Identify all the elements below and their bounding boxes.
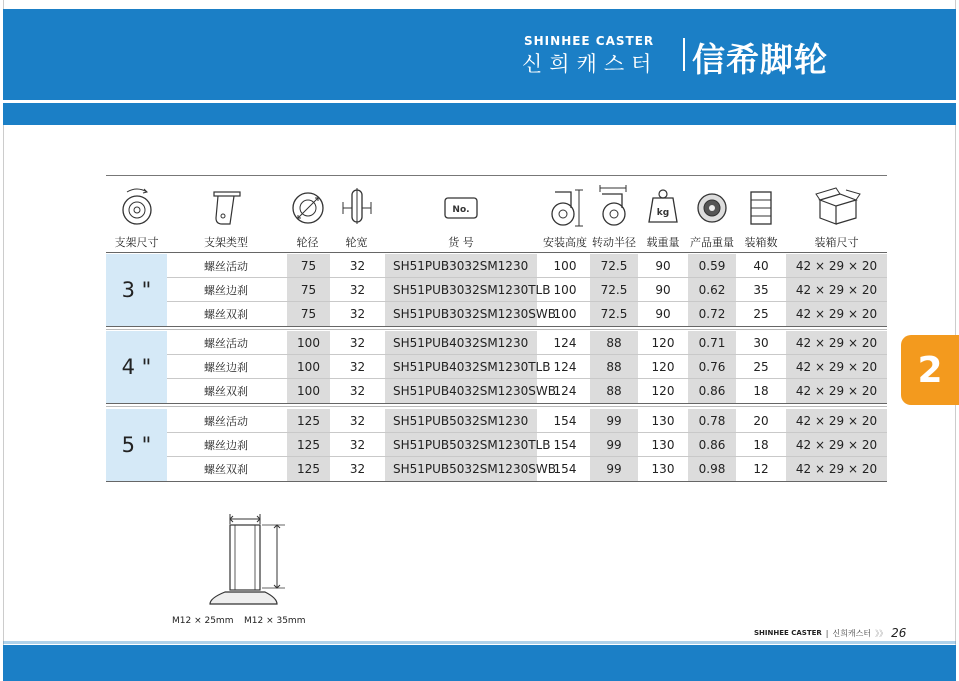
mounting-height-icon xyxy=(545,184,585,228)
wheel-diameter-cell: 100 xyxy=(287,379,330,403)
packing-quantity-cell: 18 xyxy=(753,438,769,452)
packing-quantity-cell: 40 xyxy=(753,259,769,273)
no-badge-text: No. xyxy=(452,205,470,215)
swivel-radius-cell: 72.5 xyxy=(590,302,638,326)
group-spacer-rule xyxy=(106,329,887,330)
bracket-type-cell: 螺丝边刹 xyxy=(204,361,248,374)
bracket-type-cell: 螺丝双刹 xyxy=(204,308,248,321)
item-number-cell: SH51PUB3032SM1230TLB xyxy=(385,278,537,302)
table-top-rule xyxy=(106,175,887,176)
bracket-type-cell: 螺丝边刹 xyxy=(204,439,248,452)
footer-arrows: 》》 xyxy=(875,628,888,638)
mounting-height-cell: 100 xyxy=(553,307,577,321)
wheel-width-cell: 32 xyxy=(349,307,366,321)
bracket-type-cell: 螺丝双刹 xyxy=(204,385,248,398)
col-label-size: 支架尺寸 xyxy=(114,236,159,249)
footer-brand-english: SHINHEE CASTER xyxy=(754,629,822,637)
page-footer xyxy=(754,626,906,640)
item-number-cell: SH51PUB4032SM1230TLB xyxy=(385,355,537,379)
swivel-radius-cell: 88 xyxy=(590,379,638,403)
swivel-radius-cell: 99 xyxy=(590,409,638,433)
wheel-diameter-cell: 75 xyxy=(287,302,330,326)
product-weight-icon xyxy=(692,184,732,228)
wheel-diameter-cell: 75 xyxy=(287,278,330,302)
chapter-tab: 2 xyxy=(901,335,959,405)
load-capacity-cell: 90 xyxy=(655,259,671,273)
item-number-icon xyxy=(441,184,481,228)
bracket-type-icon xyxy=(206,184,246,228)
swivel-radius-cell: 72.5 xyxy=(590,254,638,278)
load-capacity-cell: 90 xyxy=(655,283,671,297)
swivel-radius-cell: 99 xyxy=(590,433,638,457)
col-header-weight xyxy=(688,180,736,252)
carton-size-cell: 42 × 29 × 20 xyxy=(786,254,887,278)
col-label-radius: 转动半径 xyxy=(592,236,636,249)
carton-size-cell: 42 × 29 × 20 xyxy=(786,457,887,481)
load-capacity-cell: 130 xyxy=(651,462,675,476)
group-bottom-rule xyxy=(106,481,887,482)
carton-size-cell: 42 × 29 × 20 xyxy=(786,379,887,403)
col-label-carton: 装箱尺寸 xyxy=(814,236,859,249)
col-header-carton xyxy=(786,180,887,252)
load-capacity-cell: 90 xyxy=(655,307,671,321)
mounting-height-cell: 124 xyxy=(553,384,577,398)
wheel-diameter-cell: 125 xyxy=(287,433,330,457)
screw-stem-diagram-icon xyxy=(205,510,315,610)
wheel-width-icon xyxy=(337,184,377,228)
wheel-size-icon xyxy=(117,184,157,228)
brand-korean: 신희캐스터 xyxy=(522,52,659,76)
col-header-size xyxy=(106,180,167,252)
wheel-width-cell: 32 xyxy=(349,283,366,297)
table-header-rule xyxy=(106,252,887,253)
carton-size-icon xyxy=(812,184,862,228)
bracket-size-cell: 4 " xyxy=(106,331,167,403)
packing-quantity-cell: 35 xyxy=(753,283,769,297)
swivel-radius-cell: 88 xyxy=(590,355,638,379)
product-weight-cell: 0.86 xyxy=(688,379,736,403)
bracket-type-cell: 螺丝活动 xyxy=(204,260,248,273)
packing-quantity-cell: 25 xyxy=(753,360,769,374)
item-number-cell: SH51PUB5032SM1230SWB xyxy=(385,457,537,481)
item-number-cell: SH51PUB3032SM1230SWB xyxy=(385,302,537,326)
group-bottom-rule xyxy=(106,403,887,404)
mounting-height-cell: 154 xyxy=(553,414,577,428)
bracket-type-cell: 螺丝双刹 xyxy=(204,463,248,476)
mounting-height-cell: 124 xyxy=(553,336,577,350)
packing-quantity-cell: 18 xyxy=(753,384,769,398)
load-capacity-cell: 120 xyxy=(651,384,675,398)
col-label-diameter: 轮径 xyxy=(296,236,319,249)
group-spacer-rule xyxy=(106,406,887,407)
wheel-diameter-cell: 125 xyxy=(287,409,330,433)
packing-quantity-cell: 30 xyxy=(753,336,769,350)
brand-chinese: 信希脚轮 xyxy=(692,40,828,79)
load-capacity-cell: 130 xyxy=(651,414,675,428)
group-bottom-rule xyxy=(106,326,887,327)
col-header-qty xyxy=(736,180,786,252)
item-number-cell: SH51PUB5032SM1230TLB xyxy=(385,433,537,457)
mounting-height-cell: 154 xyxy=(553,462,577,476)
wheel-diameter-cell: 100 xyxy=(287,331,330,355)
carton-size-cell: 42 × 29 × 20 xyxy=(786,433,887,457)
wheel-width-cell: 32 xyxy=(349,360,366,374)
wheel-diameter-cell: 100 xyxy=(287,355,330,379)
col-header-load xyxy=(638,180,688,252)
mounting-height-cell: 154 xyxy=(553,438,577,452)
packing-quantity-cell: 25 xyxy=(753,307,769,321)
swivel-radius-icon xyxy=(594,184,634,228)
product-weight-cell: 0.59 xyxy=(688,254,736,278)
mounting-height-cell: 100 xyxy=(553,259,577,273)
item-number-cell: SH51PUB4032SM1230SWB xyxy=(385,379,537,403)
footer-brand-korean: 신희캐스터 xyxy=(832,628,872,638)
col-header-width xyxy=(330,180,383,252)
screw-label-35: M12 × 35mm xyxy=(244,616,306,626)
swivel-radius-cell: 72.5 xyxy=(590,278,638,302)
product-weight-cell: 0.98 xyxy=(688,457,736,481)
carton-size-cell: 42 × 29 × 20 xyxy=(786,331,887,355)
carton-size-cell: 42 × 29 × 20 xyxy=(786,355,887,379)
col-header-height xyxy=(540,180,590,252)
wheel-width-cell: 32 xyxy=(349,462,366,476)
col-header-diameter xyxy=(285,180,330,252)
bracket-type-cell: 螺丝活动 xyxy=(204,337,248,350)
footer-band xyxy=(3,645,956,681)
wheel-diameter-cell: 125 xyxy=(287,457,330,481)
footer-rule xyxy=(3,641,956,644)
page-number: 26 xyxy=(891,626,907,640)
carton-size-cell: 42 × 29 × 20 xyxy=(786,278,887,302)
bracket-type-cell: 螺丝活动 xyxy=(204,415,248,428)
wheel-width-cell: 32 xyxy=(349,384,366,398)
col-label-weight: 产品重量 xyxy=(690,236,734,249)
item-number-cell: SH51PUB3032SM1230 xyxy=(385,254,537,278)
mounting-height-cell: 100 xyxy=(553,283,577,297)
screw-label-25: M12 × 25mm xyxy=(172,616,234,626)
kg-badge-text: kg xyxy=(656,208,670,218)
col-header-type xyxy=(167,180,285,252)
wheel-diameter-icon xyxy=(288,184,328,228)
load-capacity-cell: 130 xyxy=(651,438,675,452)
col-label-type: 支架类型 xyxy=(204,236,248,249)
col-header-item xyxy=(385,180,537,252)
item-number-cell: SH51PUB4032SM1230 xyxy=(385,331,537,355)
col-label-load: 载重量 xyxy=(646,236,680,249)
wheel-width-cell: 32 xyxy=(349,438,366,452)
packing-quantity-cell: 12 xyxy=(753,462,769,476)
item-number-cell: SH51PUB5032SM1230 xyxy=(385,409,537,433)
bracket-size-cell: 3 " xyxy=(106,254,167,326)
packing-quantity-cell: 20 xyxy=(753,414,769,428)
col-header-radius xyxy=(590,180,638,252)
product-weight-cell: 0.86 xyxy=(688,433,736,457)
wheel-width-cell: 32 xyxy=(349,259,366,273)
swivel-radius-cell: 88 xyxy=(590,331,638,355)
product-weight-cell: 0.72 xyxy=(688,302,736,326)
col-label-item: 货 号 xyxy=(448,236,474,249)
product-weight-cell: 0.62 xyxy=(688,278,736,302)
carton-size-cell: 42 × 29 × 20 xyxy=(786,409,887,433)
load-capacity-cell: 120 xyxy=(651,336,675,350)
product-weight-cell: 0.76 xyxy=(688,355,736,379)
mounting-height-cell: 124 xyxy=(553,360,577,374)
wheel-diameter-cell: 75 xyxy=(287,254,330,278)
load-capacity-cell: 120 xyxy=(651,360,675,374)
header-band-lower xyxy=(3,103,956,125)
brand-english: SHINHEE CASTER xyxy=(524,34,655,48)
footer-divider: | xyxy=(825,628,829,638)
brand-separator xyxy=(683,38,685,71)
bracket-type-cell: 螺丝边刹 xyxy=(204,284,248,297)
load-capacity-icon xyxy=(643,184,683,228)
swivel-radius-cell: 99 xyxy=(590,457,638,481)
col-label-width: 轮宽 xyxy=(345,236,368,249)
col-label-height: 安装高度 xyxy=(543,236,587,249)
packing-quantity-icon xyxy=(741,184,781,228)
product-weight-cell: 0.71 xyxy=(688,331,736,355)
carton-size-cell: 42 × 29 × 20 xyxy=(786,302,887,326)
wheel-width-cell: 32 xyxy=(349,414,366,428)
wheel-width-cell: 32 xyxy=(349,336,366,350)
product-weight-cell: 0.78 xyxy=(688,409,736,433)
bracket-size-cell: 5 " xyxy=(106,409,167,481)
col-label-qty: 装箱数 xyxy=(744,236,778,249)
